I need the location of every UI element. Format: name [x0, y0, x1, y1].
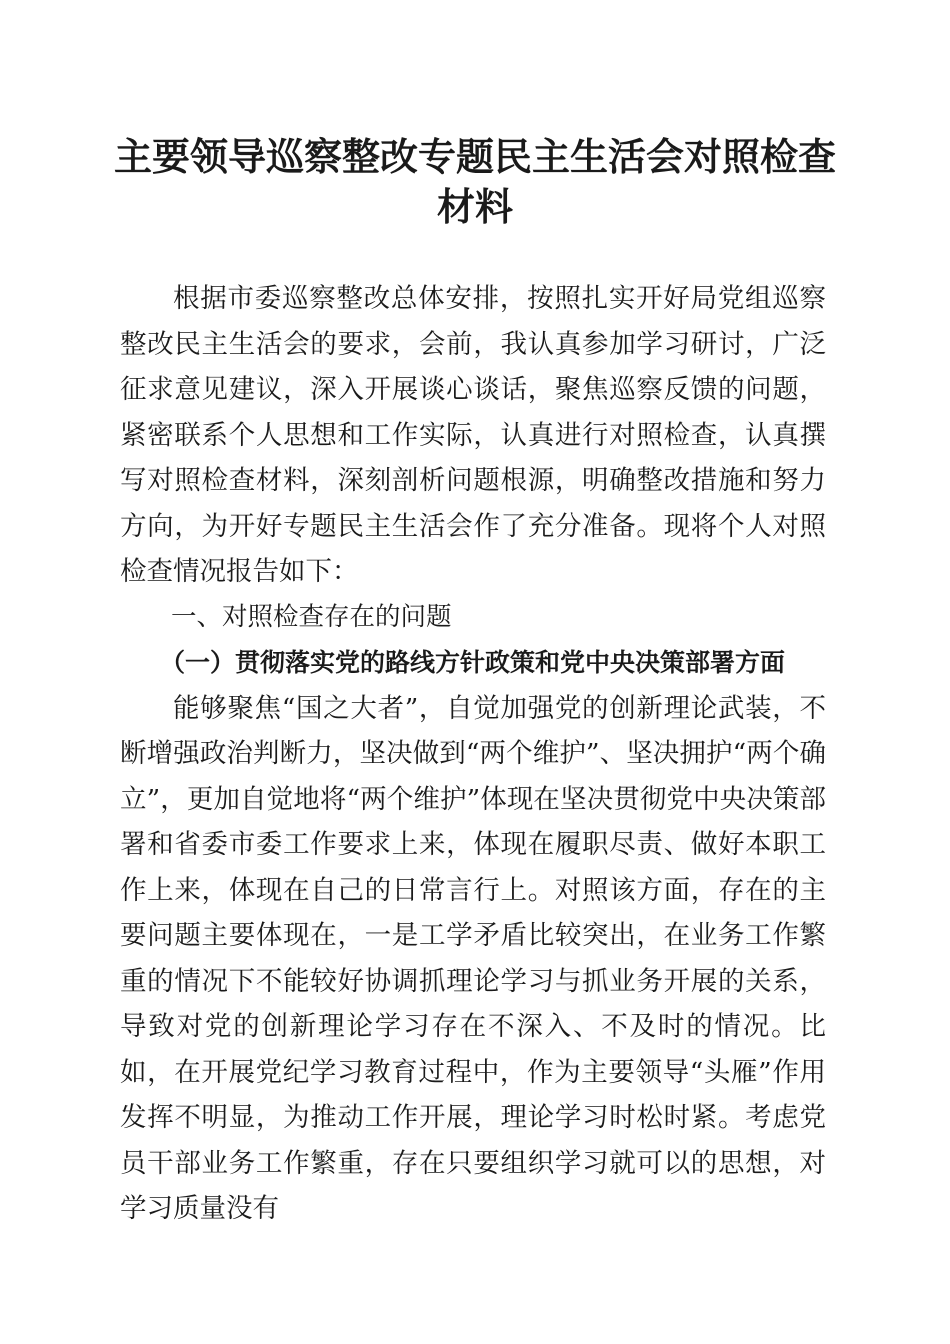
- intro-paragraph: 根据市委巡察整改总体安排，按照扎实开好局党组巡察整改民主生活会的要求，会前，我认真参加学习研讨，广泛征求意见建议，深入开展谈心谈话，聚焦巡察反馈的问题，紧密联系个人思想和工作实际，认真进行对照检查，认真撰写对照检查材料，深刻剖析问题根源，明确整改措施和努力方向，为开好专题民主生活会作了充分准备。现将个人对照检查情况报告如下：: [120, 283, 826, 587]
- document-body: [120, 276, 826, 1232]
- subsection-heading: （一）贯彻落实党的路线方针政策和党中央决策部署方面: [160, 648, 786, 677]
- subsection-paragraph: 能够聚焦“国之大者”，自觉加强党的创新理论武装，不断增强政治判断力，坚决做到“两个维护”、坚决拥护“两个确立”，更加自觉地将“两个维护”体现在坚决贯彻党中央决策部署和省委市委工作要求上来，体现在履职尽责、做好本职工作上来，体现在自己的日常言行上。对照该方面，存在的主要问题主要体现在，一是工学矛盾比较突出，在业务工作繁重的情况下不能较好协调抓理论学习与抓业务开展的关系，导致对党的创新理论学习存在不深入、不及时的情况。比如，在开展党纪学习教育过程中，作为主要领导“头雁”作用发挥不明显，为推动工作开展，理论学习时松时紧。考虑党员干部业务工作繁重，存在只要组织学习就可以的思想，对学习质量没有: [120, 692, 826, 1224]
- document-title: 主要领导巡察整改专题民主生活会对照检查材料: [113, 134, 836, 229]
- section-heading: 一、对照检查存在的问题: [171, 601, 452, 632]
